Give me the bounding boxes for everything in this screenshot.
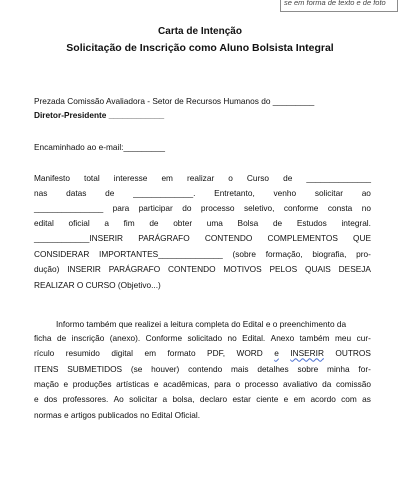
word: PARÁGRAFO: [138, 233, 190, 244]
word: comissão: [335, 378, 371, 389]
word: acadêmicas,: [163, 378, 210, 389]
word: Conforme: [145, 333, 183, 344]
word: artísticas: [116, 378, 150, 389]
word: detalhes: [257, 363, 289, 374]
word: avaliativo: [282, 378, 318, 389]
word: Edital.: [242, 333, 266, 344]
word: estar: [232, 394, 251, 404]
word: nas: [34, 188, 48, 199]
word: dos: [43, 394, 58, 404]
word: QUAIS: [305, 263, 331, 274]
word: inscrição: [71, 333, 105, 344]
text-line: [34, 379, 371, 389]
text-line: [34, 348, 371, 358]
word: INSERIR: [67, 263, 101, 274]
word: rículo: [34, 348, 55, 359]
word: Entretanto,: [214, 188, 255, 199]
word: o: [235, 378, 241, 389]
word: ficha: [34, 333, 52, 344]
word: (anexo).: [109, 333, 141, 344]
word: bolsa,: [172, 394, 195, 404]
word: acordo: [310, 394, 336, 404]
forwarded-email-line: Encaminhado ao e-mail:_________: [34, 142, 166, 152]
word: dução): [34, 263, 60, 274]
word: solicitar: [129, 394, 158, 404]
text-line: [34, 394, 371, 404]
word: contendo: [188, 363, 223, 374]
text-line: [34, 264, 371, 274]
word: do: [182, 203, 192, 214]
word: SUBMETIDOS: [67, 363, 123, 374]
word: conforme: [283, 203, 319, 214]
word: WORD: [236, 348, 263, 359]
word: processo: [244, 378, 279, 389]
word: ______________: [306, 173, 371, 183]
word: DESEJA: [338, 263, 371, 274]
word: Curso: [246, 173, 270, 183]
word: oficial: [68, 218, 90, 229]
word: QUE: [353, 233, 371, 244]
document-title: Carta de Intenção: [158, 26, 242, 37]
word: em: [144, 348, 156, 359]
word: sobre: [297, 363, 319, 374]
text-line: REALIZAR O CURSO (Objetivo...): [34, 279, 161, 290]
text-line: [34, 203, 371, 213]
word: meu: [335, 333, 352, 344]
word: de: [283, 173, 293, 183]
word: uma: [206, 218, 223, 229]
document-subtitle: Solicitação de Inscrição como Aluno Bolsista Integral: [66, 42, 334, 54]
word: integral.: [341, 218, 371, 229]
word: (se: [130, 363, 143, 374]
word: para: [112, 203, 130, 214]
word: ITENS: [34, 363, 59, 374]
word: PARÁGRAFO: [108, 263, 161, 274]
word: interesse: [113, 173, 148, 183]
text-line: [34, 233, 371, 243]
word: INSERIR: [290, 348, 324, 359]
word: COMPLEMENTOS: [267, 233, 338, 244]
word: _______________: [34, 203, 104, 214]
word: e: [63, 378, 69, 389]
word: de: [149, 218, 159, 229]
word: Bolsa: [237, 218, 259, 229]
word: venho: [273, 188, 297, 199]
word: de: [105, 188, 115, 199]
text-line: [34, 173, 371, 183]
word: resumido: [65, 348, 100, 359]
word: a: [104, 218, 109, 229]
word: da: [322, 378, 332, 389]
text-line: [34, 364, 371, 374]
word: edital: [34, 218, 54, 229]
word: Ao: [113, 394, 124, 404]
word: em: [293, 394, 306, 404]
word: IMPORTANTES______________: [99, 248, 223, 259]
text-line: Informo também que realizei a leitura completa do Edital e o preenchimento da: [56, 319, 347, 329]
word: MOTIVOS: [223, 263, 262, 274]
word: também: [299, 333, 330, 344]
word: participar: [138, 203, 173, 214]
word: e: [153, 378, 159, 389]
word: pro-: [356, 248, 371, 259]
word: Manifesto: [34, 173, 70, 183]
word: ao: [361, 188, 371, 199]
word: formação,: [265, 248, 303, 259]
word: (sobre: [232, 248, 257, 259]
salutation-line-1: Prezada Comissão Avaliadora - Setor de Recursos Humanos do _________: [34, 96, 315, 106]
word: no: [361, 203, 371, 214]
word: professores.: [62, 394, 109, 404]
word: consta: [327, 203, 353, 214]
word: e: [283, 394, 289, 404]
word: OUTROS: [335, 348, 371, 359]
header-note: se em forma de texto e de foto: [280, 0, 398, 12]
word: mação: [34, 378, 59, 389]
word: as: [362, 394, 371, 404]
word: PDF,: [207, 348, 226, 359]
word: PELOS: [269, 263, 298, 274]
word: CONSIDERAR: [34, 248, 90, 259]
word: para: [214, 378, 231, 389]
word: declaro: [199, 394, 228, 404]
word: no: [227, 333, 237, 344]
text-line: normas e artigos publicados no Edital Oficial.: [34, 410, 201, 421]
word: CONTENDO: [168, 263, 216, 274]
word: houver): [151, 363, 180, 374]
word: _____________.: [133, 188, 196, 199]
word: solicitado: [187, 333, 223, 344]
word: ____________INSERIR: [34, 233, 124, 244]
word: processo: [200, 203, 235, 214]
word: e: [34, 394, 39, 404]
word: a: [162, 394, 168, 404]
word: biografia,: [312, 248, 347, 259]
word: de: [56, 333, 67, 344]
salutation-line-2: Diretor-Presidente ____________: [34, 110, 165, 120]
word: em: [161, 173, 173, 183]
word: produções: [72, 378, 112, 389]
word: obter: [173, 218, 193, 229]
word: e: [274, 348, 279, 359]
word: digital: [111, 348, 134, 359]
word: Estudos: [296, 218, 327, 229]
word: realizar: [187, 173, 215, 183]
text-line: [34, 333, 371, 343]
word: solicitar: [314, 188, 343, 199]
word: Anexo: [270, 333, 295, 344]
word: formato: [167, 348, 196, 359]
word: for-: [358, 363, 371, 374]
text-line: [34, 188, 371, 198]
word: minha: [327, 363, 350, 374]
word: cur-: [356, 333, 371, 344]
word: CONTENDO: [204, 233, 253, 244]
word: o: [228, 173, 233, 183]
word: mais: [231, 363, 249, 374]
word: com: [341, 394, 357, 404]
word: fim: [123, 218, 135, 229]
text-line: [34, 249, 371, 259]
word: ciente: [256, 394, 279, 404]
word: de: [272, 218, 283, 229]
word: seletivo,: [243, 203, 275, 214]
word: total: [84, 173, 100, 183]
text-line: [34, 218, 371, 228]
word: datas: [66, 188, 87, 199]
